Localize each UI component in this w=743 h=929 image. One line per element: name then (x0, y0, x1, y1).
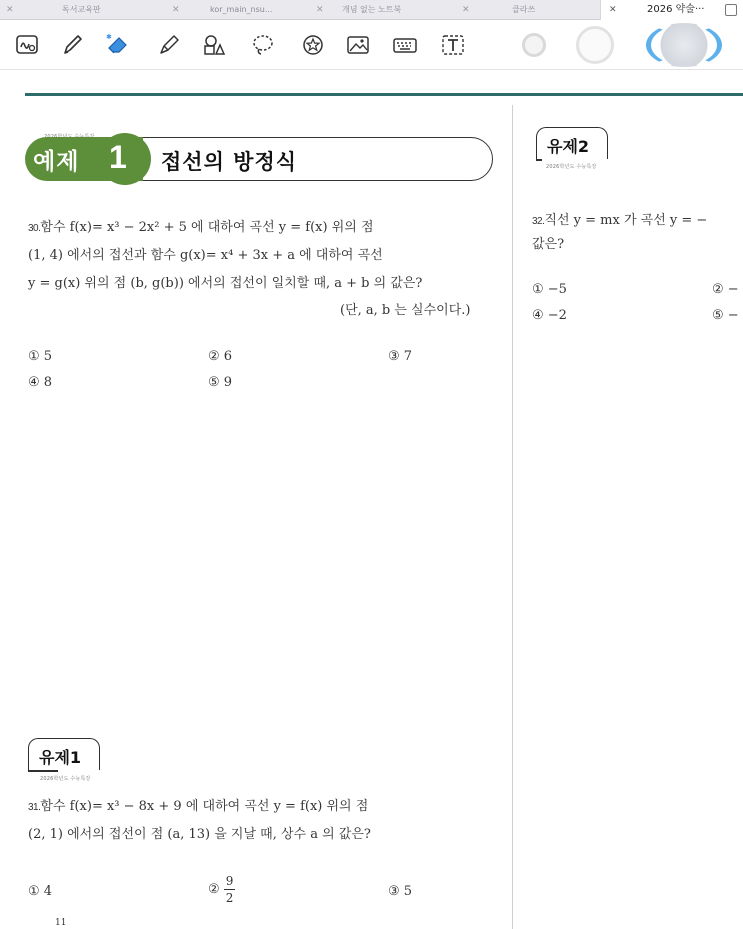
eraser-icon[interactable] (104, 31, 132, 59)
ue1-source-label: 2026학년도 수능특강 (40, 776, 91, 782)
ue1-choice-2[interactable] (208, 875, 235, 904)
tab-close-icon[interactable]: ✕ (609, 5, 617, 15)
color-swatch-selected[interactable] (646, 23, 722, 67)
tab-label: 2026 약술··· (647, 4, 705, 15)
ue2-label-box (536, 127, 608, 159)
tab-close-icon[interactable]: ✕ (6, 5, 14, 15)
choice-1[interactable]: ① 5 (28, 349, 53, 364)
ue2-choice-4[interactable]: ④ −2 (532, 308, 567, 323)
tab-label: 독서교육판 (62, 5, 101, 14)
choice-3[interactable]: ③ 7 (388, 349, 413, 364)
ue1-choice-1[interactable]: ① 4 (28, 884, 53, 899)
tab-label: 개념 없는 노트북 (342, 5, 402, 14)
question-number: 31. (28, 802, 41, 813)
question-31-line2: (2, 1) 에서의 접선이 점 (a, 13) 을 지날 때, 상수 a 의 값은? (28, 827, 371, 842)
tab-label: kor_main_nsu... (210, 5, 273, 14)
pen-icon[interactable] (58, 31, 86, 59)
tab-close-icon[interactable]: ✕ (172, 5, 180, 15)
tab-2[interactable] (156, 0, 304, 20)
question-text: 함수 f(x)= x³ − 2x² + 5 에 대하여 곡선 y = f(x) 위의 점 (40, 220, 374, 235)
ue2-label: 유제2 (547, 137, 590, 156)
tab-3[interactable] (304, 0, 452, 20)
shapes-icon[interactable] (200, 31, 228, 59)
tab-overview-icon[interactable] (725, 4, 737, 16)
choice-4[interactable]: ④ 8 (28, 375, 53, 390)
ue2-source-label: 2026학년도 수능특강 (546, 164, 597, 170)
ue2-choice-5[interactable]: ⑤ − (712, 308, 739, 323)
question-32-line1 (532, 209, 743, 228)
ue1-label: 유제1 (39, 748, 82, 767)
question-text: 함수 f(x)= x³ − 8x + 9 에 대하여 곡선 y = f(x) 위의 점 (40, 799, 369, 814)
tab-label: 클라쓰 (512, 5, 536, 14)
choice-5[interactable]: ⑤ 9 (208, 375, 233, 390)
example-title: 접선의 방정식 (161, 150, 298, 174)
sticker-icon[interactable] (299, 31, 327, 59)
numerator: 9 (225, 874, 234, 888)
choice-marker: ② (208, 882, 220, 897)
question-30-line1 (28, 216, 374, 235)
tab-close-icon[interactable]: ✕ (316, 5, 324, 15)
page-number: 11 (55, 918, 67, 928)
annotation-toolbar (0, 20, 743, 70)
ue2-choice-2[interactable]: ② − (712, 282, 739, 297)
question-31-line1 (28, 795, 368, 814)
ue1-choice-3[interactable]: ③ 5 (388, 884, 413, 899)
example-header (25, 137, 493, 183)
highlighter-icon[interactable] (155, 31, 183, 59)
choice-2[interactable]: ② 6 (208, 349, 233, 364)
question-30-line2: (1, 4) 에서의 접선과 함수 g(x)= x⁴ + 3x + a 에 대하여 곡선 (28, 248, 383, 263)
ue1-underline (28, 770, 58, 772)
lasso-icon[interactable] (249, 31, 277, 59)
ue2-choice-1[interactable]: ① −5 (532, 282, 567, 297)
tab-4[interactable] (452, 0, 600, 20)
color-swatch-light[interactable] (522, 33, 546, 57)
denominator: 2 (225, 891, 234, 905)
svg-text:✱: ✱ (106, 33, 112, 41)
tab-5-active[interactable] (600, 0, 743, 20)
read-mode-icon[interactable] (13, 31, 41, 59)
question-32-line2: 값은? (532, 237, 565, 252)
ue1-label-box (28, 738, 100, 770)
question-30-line4: (단, a, b 는 실수이다.) (340, 303, 471, 318)
fraction (224, 875, 236, 904)
question-number: 32. (532, 216, 545, 227)
example-badge-label: 예제 (33, 149, 80, 175)
ue2-underline (536, 159, 542, 161)
tab-1[interactable] (0, 0, 156, 20)
text-icon[interactable] (439, 31, 467, 59)
question-number: 30. (28, 223, 41, 234)
example-badge-number: 1 (109, 139, 127, 175)
tab-bar (0, 0, 743, 20)
top-rule (25, 93, 743, 96)
tab-close-icon[interactable]: ✕ (462, 5, 470, 15)
keyboard-icon[interactable] (391, 31, 419, 59)
question-text: 직선 y = mx 가 곡선 y = − (544, 213, 708, 228)
image-icon[interactable] (344, 31, 372, 59)
color-swatch-white[interactable] (576, 26, 614, 64)
question-30-line3: y = g(x) 위의 점 (b, g(b)) 에서의 접선이 일치할 때, a + b 의 값은? (28, 276, 423, 291)
column-divider (512, 105, 513, 929)
document-page (0, 71, 743, 929)
